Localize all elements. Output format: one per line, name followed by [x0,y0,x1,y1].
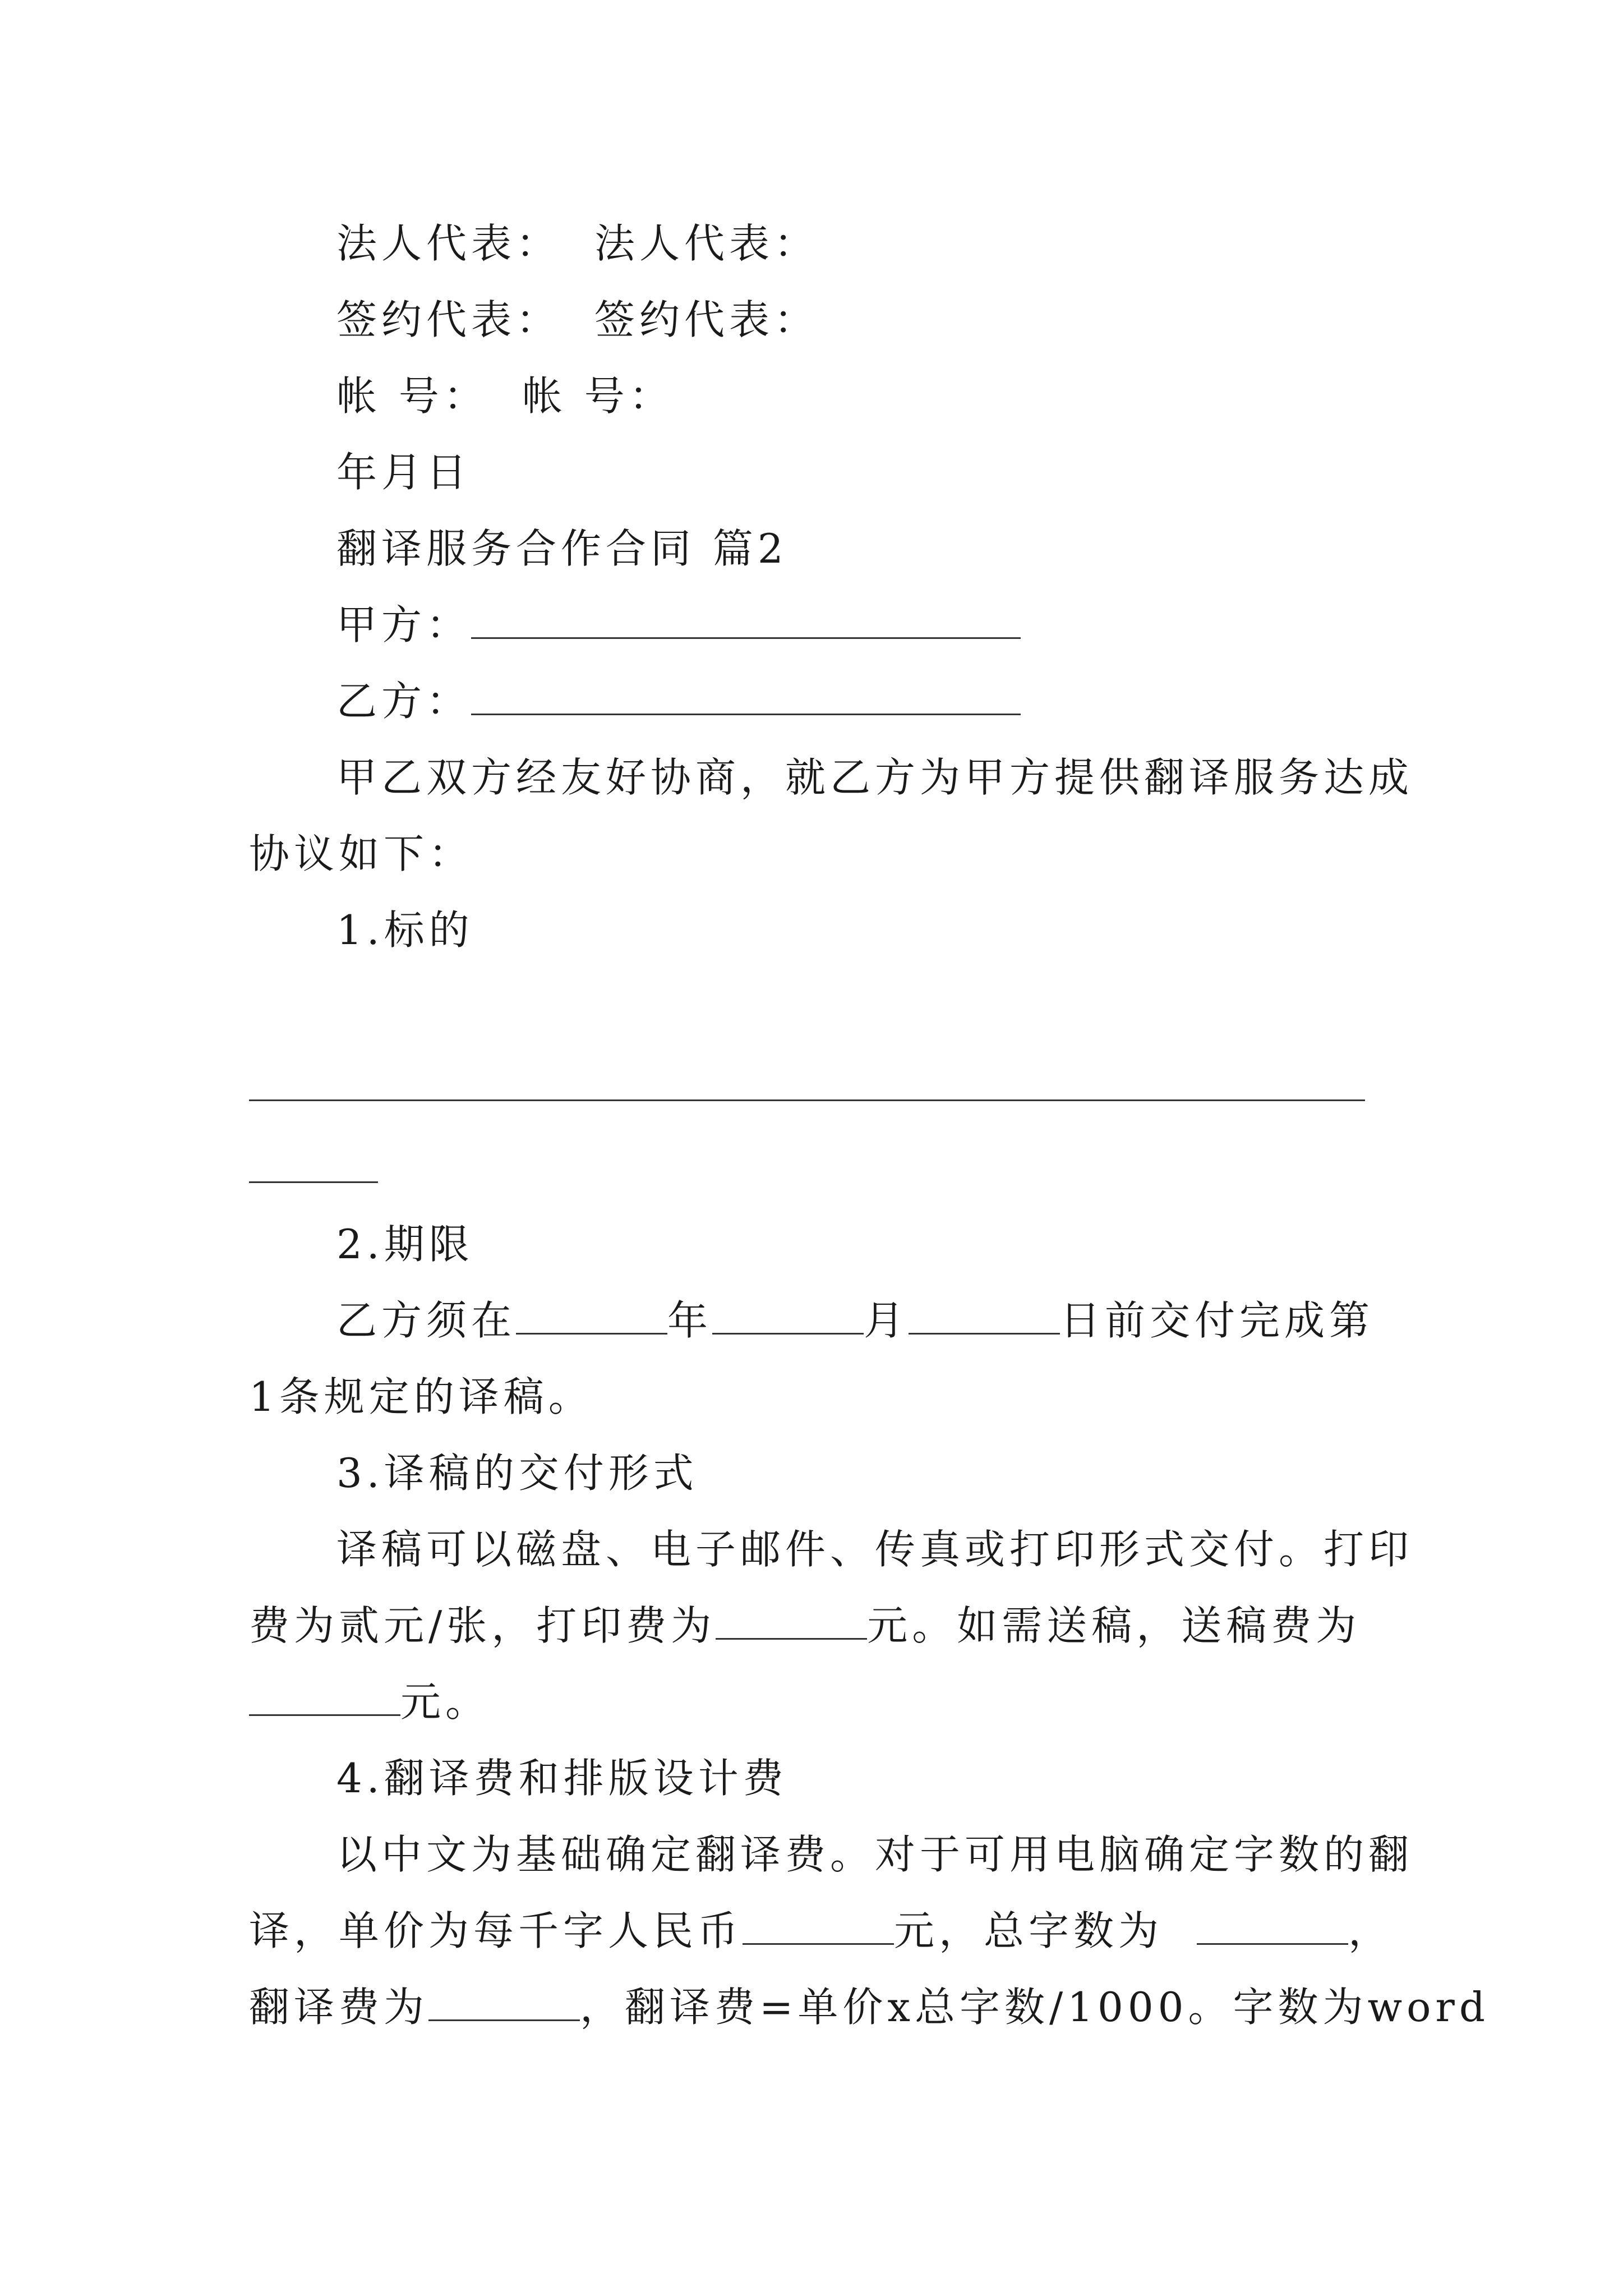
legal-rep-line [336,215,1475,272]
party-a-legal-rep-label: 法人代表： [336,220,561,267]
party-b-label: 乙方： [336,678,472,725]
clause-2-heading: 2.期限 [336,1221,474,1268]
section-title: 翻译服务合作合同 篇2 [336,525,788,572]
word-count-blank [1197,1904,1348,1945]
printing-fee-blank [716,1599,867,1640]
translation-fee-text: 翻译费为 [249,1984,429,2031]
unit-price-blank [743,1904,894,1945]
month-label: 月 [864,1297,909,1344]
party-b-blank [471,674,1021,715]
party-b-signing-rep-label: 签约代表： [594,296,819,343]
clause-4-heading: 4.翻译费和排版设计费 [336,1755,788,1802]
fee-paragraph-line-2 [249,1903,1394,1959]
delivery-fee-unit: 元。 [400,1678,491,1726]
date-line: 年月日 [336,449,472,496]
subject-matter-blank-line-1 [249,1099,1365,1101]
year-blank [516,1294,667,1335]
party-a-account-label: 帐 号： [336,372,488,420]
party-a-label: 甲方： [336,601,472,648]
party-a-blank [471,598,1021,639]
party-b-line [336,673,1475,729]
clause-3-heading: 3.译稿的交付形式 [336,1450,698,1497]
signing-rep-line [336,292,1475,348]
year-label: 年 [667,1297,713,1344]
intro-paragraph-line-2: 协议如下： [249,830,474,877]
subject-matter-blank-line-2 [249,1181,378,1183]
delivery-fee-blank [249,1675,400,1716]
month-blank [712,1294,864,1335]
fee-paragraph-line-1: 以中文为基础确定翻译费。对于可用电脑确定字数的翻 [336,1831,1414,1878]
deadline-continuation: 1条规定的译稿。 [249,1373,593,1420]
intro-paragraph-line-1: 甲乙双方经友好协商，就乙方为甲方提供翻译服务达成 [336,754,1414,801]
fee-paragraph-line-3 [249,1979,1490,2035]
printing-fee-text: 费为贰元/张，打印费为 [249,1602,716,1649]
party-b-account-label: 帐 号： [522,372,674,420]
word-count-text: 元，总字数为 [894,1907,1164,1954]
deadline-line [336,1292,1475,1349]
delivery-paragraph-line-1: 译稿可以磁盘、电子邮件、传真或打印形式交付。打印 [336,1526,1414,1573]
day-blank [909,1294,1060,1335]
comma: ， [1348,1907,1394,1954]
fee-formula-text: ，翻译费=单价x总字数/1000。字数为word [580,1984,1490,2031]
clause-1-heading: 1.标的 [336,907,474,954]
party-a-line [336,597,1475,653]
party-b-legal-rep-label: 法人代表： [594,220,819,267]
delivery-fee-text: 元。如需送稿，送稿费为 [867,1602,1361,1649]
deadline-suffix: 日前交付完成第 [1060,1297,1375,1344]
translation-fee-blank [428,1980,580,2021]
unit-price-text: 译，单价为每千字人民币 [249,1907,743,1954]
delivery-paragraph-line-2 [249,1598,1387,1654]
account-line [336,368,1475,424]
deadline-prefix: 乙方须在 [336,1297,517,1344]
delivery-paragraph-line-3 [249,1674,1387,1730]
party-a-signing-rep-label: 签约代表： [336,296,561,343]
